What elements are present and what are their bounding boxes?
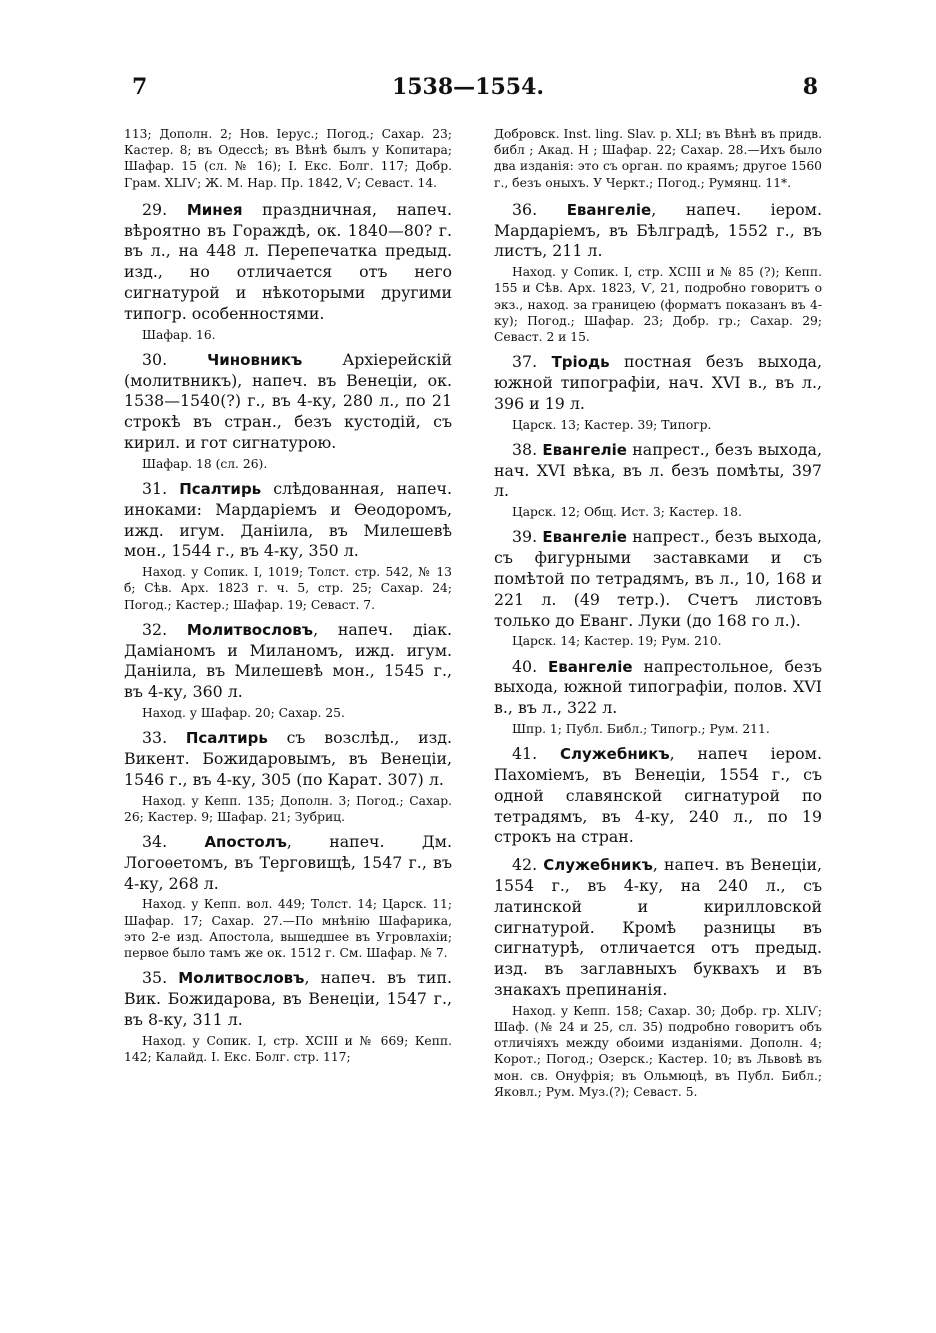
entry-text: слѣдованная, напеч. иноками: Мардаріемъ и Ѳеодоромъ, ижд. игум. Даніила, въ Милешевѣ мон., 1544 г., въ 4-ку, 350 л.	[124, 478, 452, 561]
year-range: 1538—1554.	[391, 74, 545, 100]
entry-33	[124, 728, 452, 825]
entry-title: Псалтирь	[185, 729, 268, 748]
entry-notes: Наход. у Шафар. 20; Сахар. 25.	[142, 705, 345, 720]
entry-body	[124, 620, 452, 703]
entry-title: Молитвословъ	[178, 969, 305, 988]
left-column	[124, 126, 452, 1072]
entry-body	[494, 855, 822, 1001]
entry-text: , напеч. въ Венеціи, 1554 г., въ 4-ку, на 240 л., съ латинской и кирилловской сигнатурой. Кромѣ разницы въ сигнатурѣ, отличается отъ предыд. изд. въ заглавныхъ буквахъ и въ знакахъ препинанія.	[494, 855, 822, 999]
entry-34	[124, 832, 452, 961]
entry-number: 34.	[142, 831, 168, 851]
entry-notes: Шпр. 1; Публ. Библ.; Типогр.; Рум. 211.	[512, 721, 770, 736]
continued-notes: 113; Дополн. 2; Нов. Іерус.; Погод.; Сахар. 23; Кастер. 8; въ Одессѣ; въ Вѣнѣ былъ у Копитара; Шафар. 15 (сл. № 16); І. Екс. Болг. 117; Добр. Грам. XLIѴ; Ж. М. Нар. Пр. 1842, Ѵ; Севаст. 14.	[124, 127, 452, 190]
entry-body	[494, 527, 822, 631]
continued-notes: Добровск. Inst. ling. Slav. p. XLI; въ Вѣнѣ въ придв. библ ; Акад. Н ; Шафар. 22; Сахар. 28.—Ихъ было два изданія: это съ орган. по краямъ; другое 1560 г., безъ оныхъ. У Черкт.; Погод.; Румянц. 11*.	[494, 127, 822, 190]
entry-text: , напеч іером. Пахоміемъ, въ Венеціи, 1554 г., съ одной славянской сигнатурой по тетрадямъ, въ 4-ку, 240 л., по 19 строкъ на стран.	[494, 744, 822, 847]
entry-30	[124, 350, 452, 472]
entry-text: , напеч. діак. Даміаномъ и Миланомъ, ижд. игум. Даніила, въ Милешевѣ мон., 1545 г., въ 4-ку, 360 л.	[124, 619, 452, 702]
entry-body	[494, 744, 822, 848]
entry-body	[124, 832, 452, 894]
entry-number: 36.	[512, 199, 538, 219]
entry-number: 29.	[142, 199, 168, 219]
entry-notes: Наход. у Сопик. I, стр. XCIII и № 669; Кепп. 142; Калайд. I. Екс. Болг. стр. 117;	[124, 1033, 452, 1064]
entry-29	[124, 200, 452, 343]
entry-notes: Наход. у Кепп. 158; Сахар. 30; Добр. гр. XLIѴ; Шаф. (№ 24 и 25, сл. 35) подробно говоритъ объ отличіяхъ между обоими изданіями. Дополн. 4; Корот.; Погод.; Озерск.; Кастер. 10; въ Львовѣ въ мон. св. Онуфрія; въ Ольмюцѣ, въ Публ. Библ.; Яковл.; Рум. Муз.(?); Севаст. 5.	[494, 1003, 822, 1099]
entry-text: Архіерейскій (молитвникъ), напеч. въ Венеціи, ок. 1538—1540(?) г., въ 4-ку, 280 л., по 21 строкѣ въ стран., безъ кустодій, съ кирил. и гот сигнатурою.	[124, 349, 452, 452]
entry-41	[494, 744, 822, 848]
entry-notes: Наход. у Кепп. 135; Дополн. 3; Погод.; Сахар. 26; Кастер. 9; Шафар. 21; Зубриц.	[124, 793, 452, 824]
entry-notes: Шафар. 16.	[142, 327, 216, 342]
entry-text: постная безъ выхода, южной типографіи, нач. XVI в., въ л., 396 и 19 л.	[494, 352, 822, 413]
entry-body	[124, 350, 452, 454]
entry-text: напрестольное, безъ выхода, южной типографіи, полов. XVI в., въ л., 322 л.	[494, 656, 822, 718]
entry-number: 32.	[142, 619, 168, 639]
entry-31	[124, 479, 452, 613]
entry-text: напрест., безъ выхода, съ фигурными заставками и съ помѣтой по тетрадямъ, въ л., 10, 168 и 221 л. (49 тетр.). Счетъ листовъ только до Еванг. Луки (до 168 го л.).	[494, 527, 822, 630]
entry-text: , напеч. въ тип. Вик. Божидарова, въ Венеціи, 1547 г., въ 8-ку, 311 л.	[124, 968, 452, 1029]
entry-number: 37.	[512, 352, 538, 372]
entry-40	[494, 657, 822, 738]
entry-38	[494, 440, 822, 521]
entry-text: напрест., безъ выхода, нач. XVI вѣка, въ л. безъ помѣты, 397 л.	[494, 439, 822, 501]
entry-number: 33.	[142, 728, 168, 748]
entry-39	[494, 527, 822, 649]
entry-number: 31.	[142, 478, 168, 498]
entry-notes: Царск. 13; Кастер. 39; Типогр.	[512, 417, 712, 432]
entry-body	[494, 440, 822, 502]
entry-title: Евангеліе	[566, 200, 652, 219]
entry-title: Служебникъ	[559, 745, 670, 764]
entry-text: съ возслѣд., изд. Викент. Божидаровымъ, въ Венеціи, 1546 г., въ 4-ку, 305 (по Карат. 307) л.	[124, 728, 453, 789]
entry-body	[494, 200, 822, 262]
entry-number: 30.	[142, 349, 168, 369]
entry-title: Евангеліе	[542, 440, 627, 459]
entry-title: Тріодь	[551, 353, 610, 372]
entry-notes: Наход. у Кепп. вол. 449; Толст. 14; Царск. 11; Шафар. 17; Сахар. 27.—По мнѣнію Шафарика, это 2-е изд. Апостола, вышедшее въ Угровлахіи; первое было тамъ же ок. 1512 г. См. Шафар. № 7.	[124, 897, 452, 960]
entry-notes: Наход. у Сопик. I, стр. XCIII и № 85 (?); Кепп. 155 и Сѣв. Арх. 1823, Ѵ, 21, подробно говоритъ о экз., наход. за границею (форматъ показанъ въ 4-ку); Погод.; Шафар. 23; Добр. гр.; Сахар. 29; Севаст. 2 и 15.	[494, 265, 822, 345]
entry-text: праздничная, напеч. вѣроятно въ Гораждѣ, ок. 1840—80? г. въ л., на 448 л. Перепечатка предыд. изд., но отличается отъ него сигнатурой и нѣкоторыми другими типогр. особенностями.	[124, 199, 453, 323]
right-column	[494, 126, 822, 1107]
entry-text: , напеч. Дм. Логоѳетомъ, въ Терговищѣ, 1547 г., въ 4-ку, 268 л.	[124, 831, 452, 893]
entry-number: 38.	[512, 439, 538, 459]
entry-title: Псалтирь	[179, 479, 262, 498]
entry-body	[124, 479, 452, 562]
entry-body	[124, 968, 452, 1030]
entry-body	[494, 352, 822, 414]
entry-number: 42.	[512, 855, 538, 875]
entry-number: 41.	[512, 744, 538, 764]
entry-number: 35.	[142, 968, 168, 988]
entry-title: Евангеліе	[548, 657, 633, 676]
entry-37	[494, 352, 822, 433]
entry-title: Евангеліе	[542, 528, 627, 547]
entry-42	[494, 855, 822, 1100]
entry-title: Молитвословъ	[186, 620, 314, 639]
entry-35	[124, 968, 452, 1065]
entry-notes: Наход. у Сопик. I, 1019; Толст. стр. 542, № 13 б; Сѣв. Арх. 1823 г. ч. 5, стр. 25; Сахар. 24; Погод.; Кастер.; Шафар. 19; Севаст. 7.	[124, 565, 452, 612]
entry-notes: Царск. 14; Кастер. 19; Рум. 210.	[512, 634, 722, 649]
entry-title: Служебникъ	[543, 856, 653, 875]
entry-title: Минея	[186, 200, 243, 219]
entry-notes: Шафар. 18 (сл. 26).	[142, 456, 268, 471]
page-number-right: 8	[802, 74, 818, 100]
entry-body	[124, 200, 452, 325]
entry-body	[124, 728, 452, 790]
page-number-left: 7	[132, 74, 148, 100]
running-header	[118, 74, 818, 104]
entry-36	[494, 200, 822, 345]
entry-number: 39.	[512, 527, 538, 547]
entry-body	[494, 657, 822, 719]
entry-title: Чиновникъ	[207, 350, 303, 369]
entry-title: Апостолъ	[204, 832, 287, 851]
entry-text: , напеч. іером. Мардаріемъ, въ Бѣлградѣ, 1552 г., въ листъ, 211 л.	[494, 199, 822, 261]
entry-number: 40.	[512, 656, 538, 676]
entry-32	[124, 620, 452, 721]
entry-notes: Царск. 12; Общ. Ист. 3; Кастер. 18.	[512, 505, 742, 520]
